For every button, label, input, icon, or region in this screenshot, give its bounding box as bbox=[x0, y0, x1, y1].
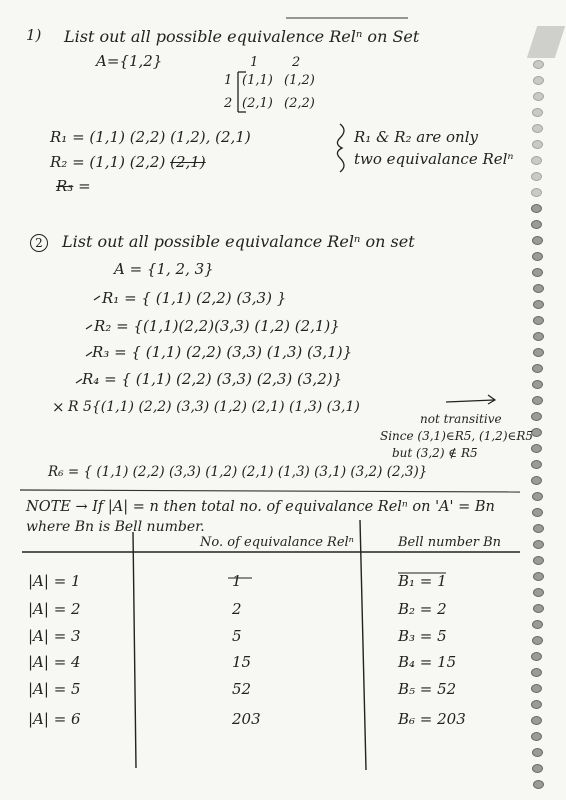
q2-number: 2 bbox=[30, 233, 48, 252]
table-cell-set-size: |A| = 5 bbox=[28, 680, 81, 698]
table-cell-set-size: |A| = 6 bbox=[28, 710, 81, 728]
q1-r2-struck: (2,1) bbox=[170, 153, 206, 171]
q2-relation: R₃ = { (1,1) (2,2) (3,3) (1,3) (3,1)} bbox=[92, 343, 353, 361]
q1-number: 1) bbox=[26, 26, 42, 44]
q2-r6: R₆ = { (1,1) (2,2) (3,3) (1,2) (2,1) (1,3) (3,1) (3,2) (2,3)} bbox=[48, 464, 428, 480]
q2-relation: R₁ = { (1,1) (2,2) (3,3) } bbox=[102, 289, 287, 307]
q1-matrix-cell: (1,1) bbox=[242, 73, 273, 88]
q1-matrix-col-2: 2 bbox=[292, 55, 301, 70]
table-cell-bell: B₁ = 1 bbox=[398, 572, 447, 590]
q1-r1: R₁ = (1,1) (2,2) (1,2), (2,1) bbox=[50, 128, 251, 146]
table-cell-bell: B₄ = 15 bbox=[398, 653, 457, 671]
table-header-bell: Bell number Bn bbox=[398, 535, 502, 550]
table-cell-set-size: |A| = 4 bbox=[28, 653, 81, 671]
table-cell-bell: B₆ = 203 bbox=[398, 710, 466, 728]
q2-r5-note-1: not transitive bbox=[420, 412, 502, 426]
table-header-count: No. of equivalance Relⁿ bbox=[200, 535, 354, 550]
table-cell-count: 203 bbox=[232, 710, 261, 728]
q2-r5-note-2: Since (3,1)∈R5, (1,2)∈R5 bbox=[380, 429, 534, 443]
q2-title: List out all possible equivalance Relⁿ on set bbox=[62, 232, 415, 251]
table-cell-count: 52 bbox=[232, 680, 252, 698]
table-cell-set-size: |A| = 3 bbox=[28, 627, 81, 645]
q2-r5: R 5{(1,1) (2,2) (3,3) (1,2) (2,1) (1,3) (3,1) bbox=[68, 399, 360, 415]
q1-matrix-row-head-1: 1 bbox=[224, 73, 233, 88]
q1-matrix-row-head-2: 2 bbox=[224, 96, 233, 111]
table-cell-count: 15 bbox=[232, 653, 252, 671]
table-cell-bell: B₃ = 5 bbox=[398, 627, 447, 645]
table-cell-set-size: |A| = 1 bbox=[28, 572, 81, 590]
q2-relation: R₄ = { (1,1) (2,2) (3,3) (2,3) (3,2)} bbox=[82, 370, 343, 388]
q1-matrix-col-1: 1 bbox=[250, 55, 259, 70]
table-cell-count: 2 bbox=[232, 600, 242, 618]
q2-set: A = {1, 2, 3} bbox=[114, 260, 214, 278]
q1-matrix-cell: (2,1) bbox=[242, 96, 273, 111]
note-line-1: NOTE → If |A| = n then total no. of equivalance Relⁿ on 'A' = Bn bbox=[26, 499, 495, 515]
table-cell-set-size: |A| = 2 bbox=[28, 600, 81, 618]
table-cell-bell: B₂ = 2 bbox=[398, 600, 447, 618]
q1-set: A={1,2} bbox=[96, 52, 163, 70]
q1-r3: R₃ = bbox=[56, 177, 91, 195]
q2-r5-cross: × bbox=[52, 398, 65, 416]
note-line-2: where Bn is Bell number. bbox=[26, 519, 205, 535]
q1-matrix-cell: (1,2) bbox=[284, 73, 315, 88]
q2-r5-note-3: but (3,2) ∉ R5 bbox=[392, 446, 478, 460]
q2-relation: R₂ = {(1,1)(2,2)(3,3) (1,2) (2,1)} bbox=[94, 317, 340, 335]
q1-note-line1: R₁ & R₂ are only bbox=[354, 128, 478, 146]
q1-matrix-cell: (2,2) bbox=[284, 96, 315, 111]
table-cell-count: 5 bbox=[232, 627, 242, 645]
table-cell-count: 1 bbox=[232, 572, 242, 590]
q1-note-line2: two equivalance Relⁿ bbox=[354, 150, 514, 168]
q1-title: List out all possible equivalence Relⁿ on Set bbox=[64, 27, 420, 46]
table-cell-bell: B₅ = 52 bbox=[398, 680, 457, 698]
q1-r2: R₂ = (1,1) (2,2) (2,1) bbox=[50, 153, 206, 171]
